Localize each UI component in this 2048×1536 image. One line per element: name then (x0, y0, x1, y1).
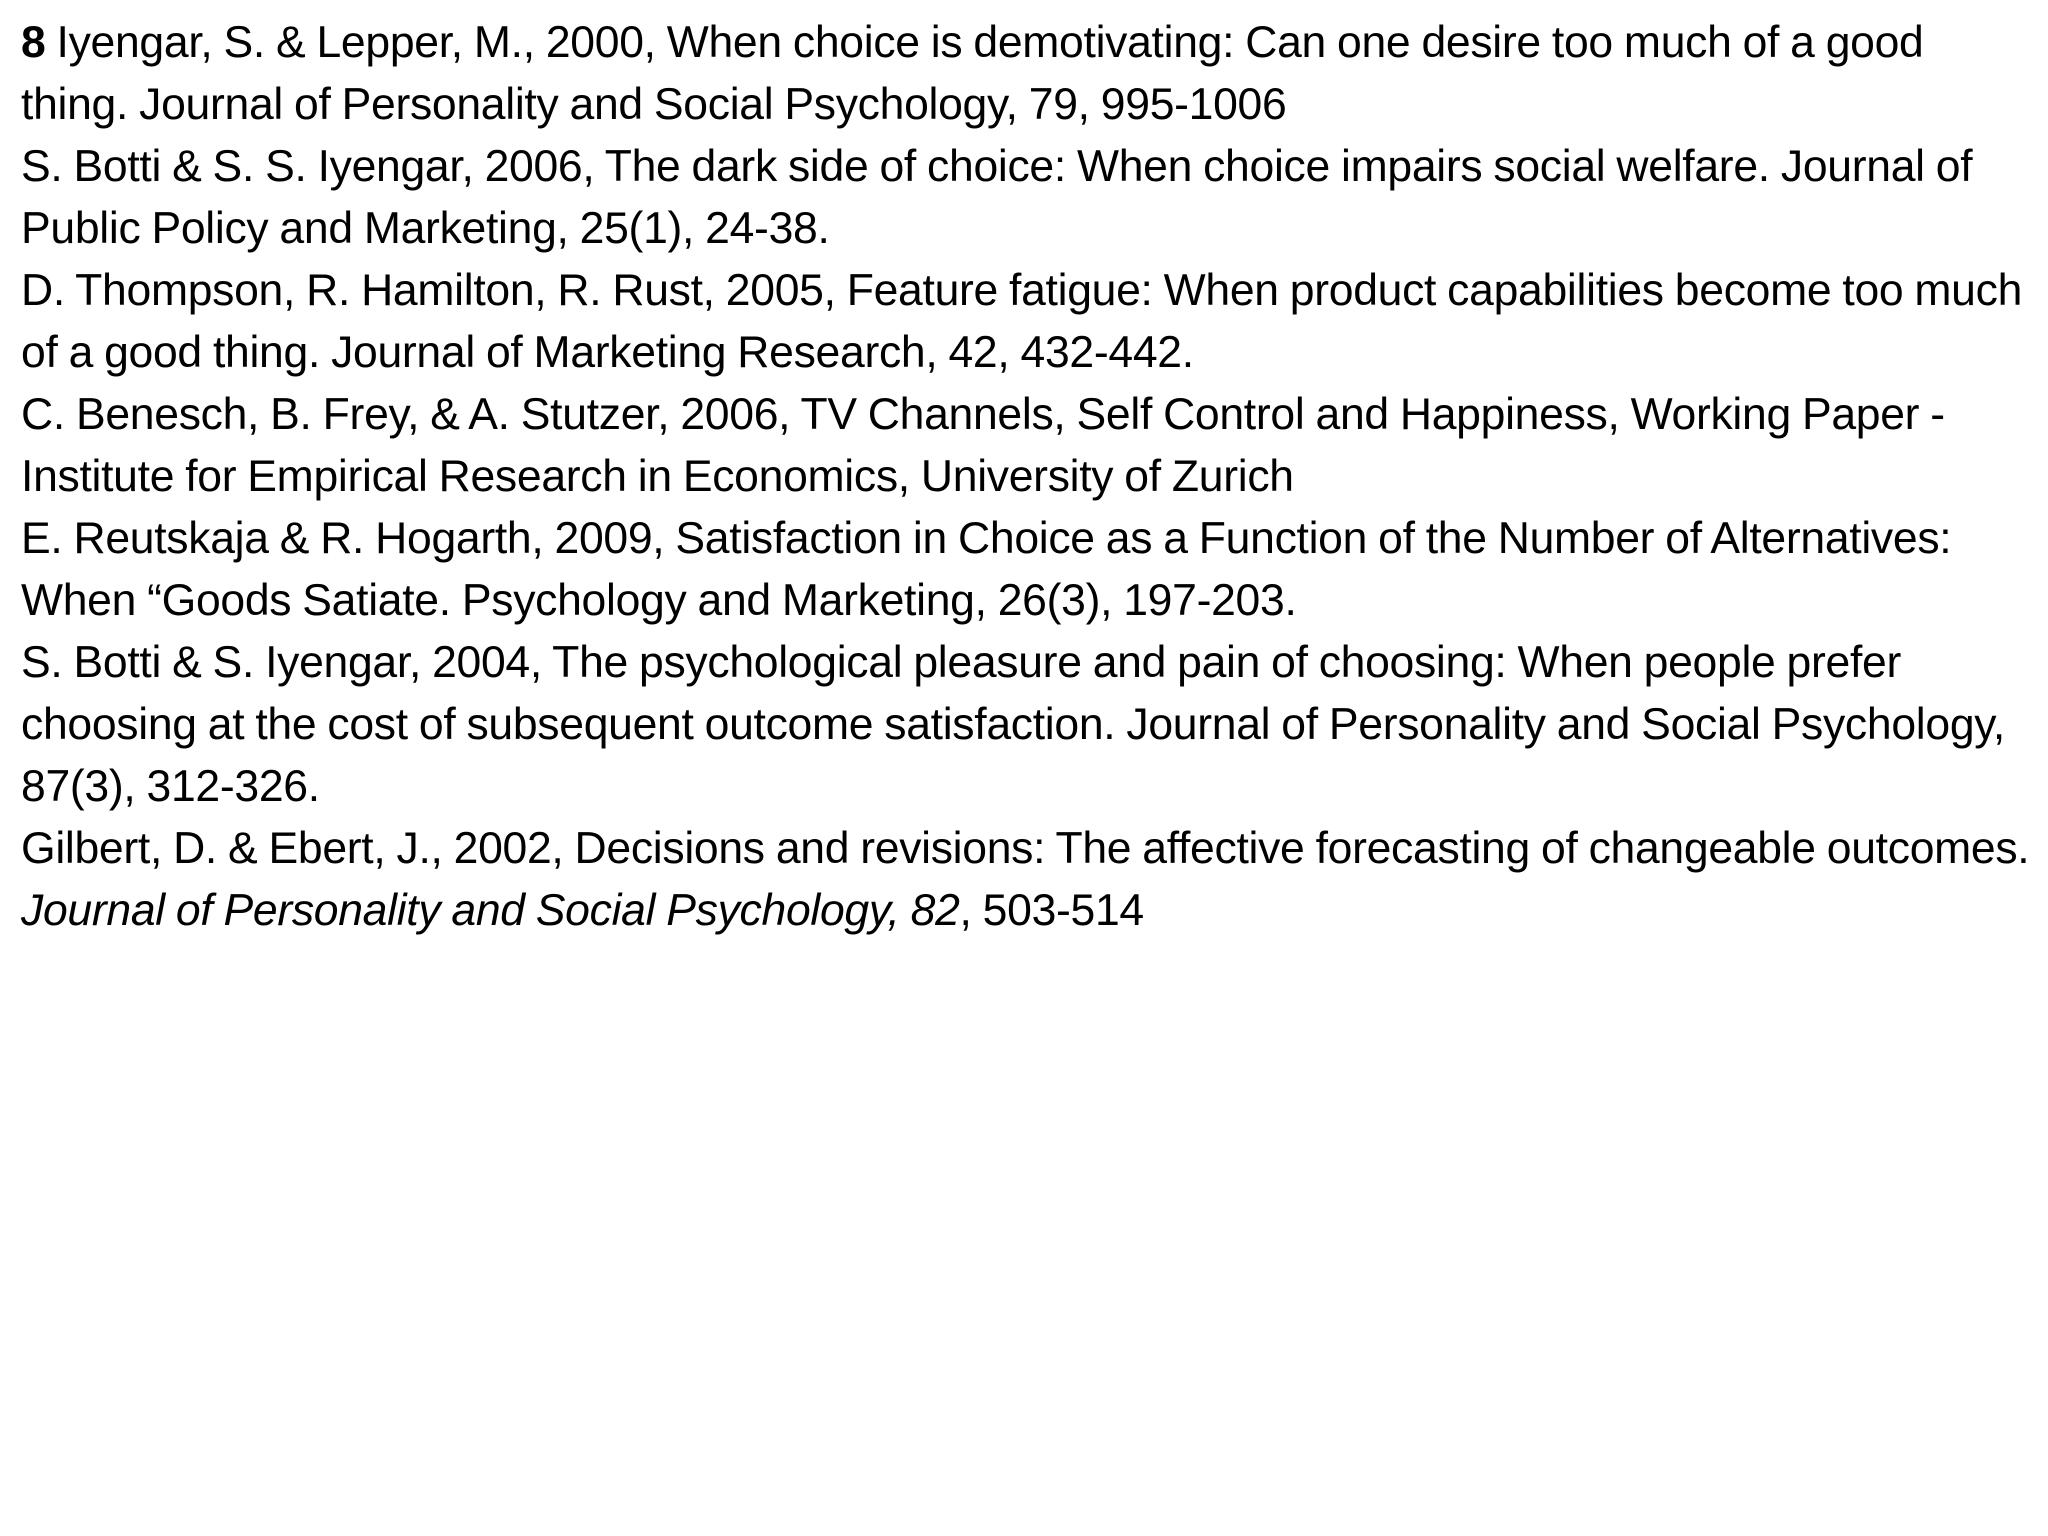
reference-list (21, 12, 2031, 942)
reference-journal-italic: Journal of Personality and Social Psychology, 82 (21, 886, 960, 935)
reference-item-4 (21, 384, 2031, 508)
reference-item-3 (21, 260, 2031, 384)
reference-text: S. Botti & S. Iyengar, 2004, The psychological pleasure and pain of choosing: When people prefer choosing at the cost of subsequent outcome satisfaction. Journal of Personality and Social Psychology, 87(3), 312-326. (21, 638, 2005, 811)
reference-text: S. Botti & S. S. Iyengar, 2006, The dark side of choice: When choice impairs social welfare. Journal of Public Policy and Marketing, 25(1), 24-38. (21, 142, 1973, 253)
reference-text: Iyengar, S. & Lepper, M., 2000, When choice is demotivating: Can one desire too much of a good thing. Journal of Personality and Social Psychology, 79, 995-1006 (21, 18, 1924, 129)
reference-item-6 (21, 632, 2031, 818)
reference-item-2 (21, 136, 2031, 260)
reference-number: 8 (21, 18, 46, 67)
reference-item-7 (21, 818, 2031, 942)
reference-item-1 (21, 12, 2031, 136)
reference-text: E. Reutskaja & R. Hogarth, 2009, Satisfaction in Choice as a Function of the Number of Alternatives: When “Goods Satiate. Psychology and Marketing, 26(3), 197-203. (21, 514, 1952, 625)
reference-item-5 (21, 508, 2031, 632)
reference-pages: , 503-514 (959, 886, 1144, 935)
reference-text: C. Benesch, B. Frey, & A. Stutzer, 2006, TV Channels, Self Control and Happiness, Working Paper - Institute for Empirical Research in Economics, University of Zurich (21, 390, 1945, 501)
reference-text: D. Thompson, R. Hamilton, R. Rust, 2005, Feature fatigue: When product capabilities become too much of a good thing. Journal of Marketing Research, 42, 432-442. (21, 266, 2023, 377)
reference-text: Gilbert, D. & Ebert, J., 2002, Decisions and revisions: The affective forecasting of changeable outcomes. (21, 824, 2030, 873)
